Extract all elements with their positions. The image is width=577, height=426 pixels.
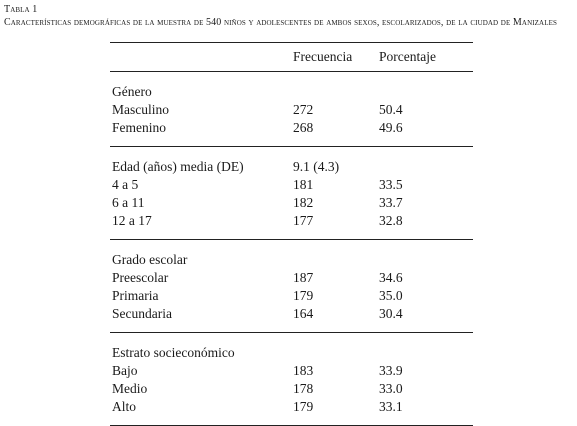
section-title: Edad (años) media (DE)	[112, 159, 244, 174]
row-frecuencia: 268	[293, 120, 314, 135]
row-label: Primaria	[112, 288, 159, 303]
row-label: Medio	[112, 381, 148, 396]
row-porcentaje: 50.4	[379, 102, 403, 117]
section-title-row	[110, 83, 473, 101]
row-label: 6 a 11	[112, 195, 145, 210]
row-porcentaje: 33.5	[379, 177, 403, 192]
row-porcentaje: 34.6	[379, 270, 403, 285]
header-porcentaje: Porcentaje	[379, 49, 436, 64]
row-label: 12 a 17	[112, 213, 152, 228]
table-row	[110, 269, 473, 287]
row-porcentaje: 30.4	[379, 306, 403, 321]
row-porcentaje: 49.6	[379, 120, 403, 135]
row-label: Bajo	[112, 363, 138, 378]
row-porcentaje: 35.0	[379, 288, 403, 303]
row-frecuencia: 164	[293, 306, 314, 321]
row-frecuencia: 182	[293, 195, 314, 210]
row-label: Femenino	[112, 120, 166, 135]
section-grado-escolar	[110, 240, 473, 332]
section-title: Grado escolar	[112, 252, 188, 267]
table-row	[110, 194, 473, 212]
section-title-freq: 9.1 (4.3)	[293, 159, 340, 174]
table-caption	[4, 3, 576, 29]
row-frecuencia: 183	[293, 363, 314, 378]
table-row	[110, 101, 473, 119]
row-frecuencia: 179	[293, 399, 314, 414]
table-title: Características demográficas de la muestra de 540 niños y adolescentes de ambos sexos, escolarizados, de la ciudad de Manizales	[4, 17, 557, 28]
section-estrato	[110, 333, 473, 425]
row-porcentaje: 33.9	[379, 363, 403, 378]
section-title: Estrato socieconómico	[112, 345, 235, 360]
row-frecuencia: 179	[293, 288, 314, 303]
section-genero	[110, 72, 473, 146]
row-porcentaje: 32.8	[379, 213, 403, 228]
section-title-row	[110, 344, 473, 362]
section-title-row	[110, 158, 473, 176]
row-label: 4 a 5	[112, 177, 139, 192]
table-row	[110, 398, 473, 416]
row-frecuencia: 178	[293, 381, 314, 396]
row-porcentaje: 33.1	[379, 399, 403, 414]
row-porcentaje: 33.7	[379, 195, 403, 210]
section-title-row	[110, 251, 473, 269]
table-row	[110, 380, 473, 398]
table-row	[110, 287, 473, 305]
row-label: Preescolar	[112, 270, 169, 285]
row-label: Secundaria	[112, 306, 172, 321]
header-frecuencia: Frecuencia	[293, 49, 353, 64]
row-frecuencia: 177	[293, 213, 314, 228]
table-row	[110, 362, 473, 380]
row-frecuencia: 272	[293, 102, 314, 117]
table-row	[110, 305, 473, 323]
row-label: Alto	[112, 399, 137, 414]
table-label: Tabla 1	[4, 4, 38, 15]
row-porcentaje: 33.0	[379, 381, 403, 396]
row-frecuencia: 187	[293, 270, 314, 285]
table-row	[110, 176, 473, 194]
section-edad	[110, 147, 473, 239]
header-row	[110, 43, 473, 71]
demographics-table	[110, 42, 473, 426]
row-frecuencia: 181	[293, 177, 314, 192]
table-row	[110, 119, 473, 137]
section-title: Género	[112, 84, 152, 99]
row-label: Masculino	[112, 102, 169, 117]
table-row	[110, 212, 473, 230]
